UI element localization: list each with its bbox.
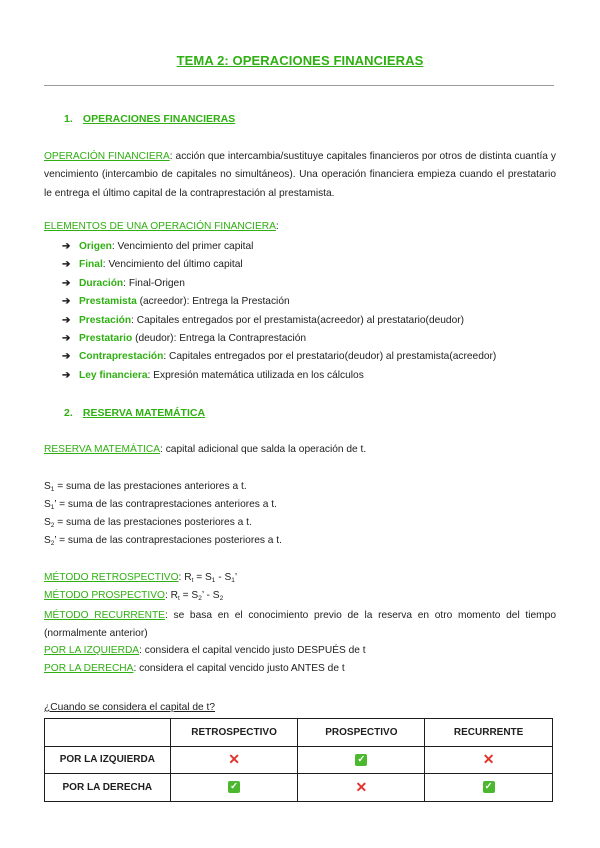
element-term: Prestación xyxy=(79,314,132,326)
recu-text: : se basa en el conocimiento previo de la reserva en otro momento del tiempo (normalmente anterior) xyxy=(44,610,556,640)
list-item xyxy=(62,275,496,293)
element-term: Origen xyxy=(79,241,112,252)
check-mark-icon: ✓ xyxy=(228,781,240,793)
table-header-row xyxy=(45,719,553,747)
section1-title: OPERACIONES FINANCIERAS xyxy=(82,113,236,125)
cross-mark-icon: ✕ xyxy=(228,751,240,768)
s1-line: $S_1$ = suma de las prestaciones anteriores a t. xyxy=(44,481,247,493)
element-desc: : Vencimiento del primer capital xyxy=(111,241,254,252)
elements-heading-text: ELEMENTOS DE UNA OPERACIÓN FINANCIERA xyxy=(44,221,276,232)
arrow-right-icon: ➔ xyxy=(62,314,71,326)
definition-term: OPERACIÓN FINANCIERA xyxy=(44,151,170,162)
arrow-right-icon: ➔ xyxy=(62,296,71,308)
metodo-recurrente xyxy=(44,607,556,644)
list-item xyxy=(62,312,496,330)
element-desc: : Final-Origen xyxy=(123,277,185,289)
element-term: Prestatario xyxy=(79,332,133,344)
element-term: Final xyxy=(79,259,103,271)
der-term: POR LA DERECHA xyxy=(44,663,134,674)
s2p-line: $S_2$’ = suma de las contraprestaciones posteriores a t. xyxy=(44,535,282,547)
arrow-right-icon: ➔ xyxy=(62,351,71,363)
elements-heading xyxy=(44,221,279,232)
metodo-prospectivo: MÉTODO PROSPECTIVO: $R_t = S_2$’ - $S_2$ xyxy=(44,590,224,602)
check-mark-icon: ✓ xyxy=(355,754,367,766)
element-term: Ley financiera xyxy=(79,369,148,381)
table-row xyxy=(45,774,553,802)
reserva-definition xyxy=(44,444,366,455)
metodo-retrospectivo: MÉTODO RETROSPECTIVO: $R_t = S_1 - S_1$’ xyxy=(44,572,238,584)
table-cell xyxy=(425,774,553,802)
list-item xyxy=(62,256,496,274)
table-cell xyxy=(170,746,298,774)
list-item xyxy=(62,293,496,311)
list-item xyxy=(62,238,496,256)
section2-heading xyxy=(64,407,205,419)
section1-definition xyxy=(44,148,556,203)
elements-list xyxy=(62,238,496,385)
list-item xyxy=(62,330,496,348)
element-term: Contraprestación xyxy=(79,351,164,363)
table-cell xyxy=(170,774,298,802)
capital-table xyxy=(44,718,553,802)
s2-text: = suma de las prestaciones posteriores a t. xyxy=(57,517,252,528)
section2-title: RESERVA MATEMÁTICA xyxy=(82,407,206,419)
izq-term: POR LA IZQUIERDA xyxy=(44,645,140,656)
element-desc: : Capitales entregados por el prestamista(acreedor) al prestatario(deudor) xyxy=(131,314,465,326)
element-desc: : Capitales entregados por el prestatario(deudor) al prestamista(acreedor) xyxy=(163,351,497,363)
row-header: POR LA DERECHA xyxy=(45,774,171,802)
izq-text: : considera el capital vencido justo DESPUÉS de t xyxy=(139,645,366,656)
reserva-text: : capital adicional que salda la operación de t. xyxy=(160,444,367,455)
retro-term: MÉTODO RETROSPECTIVO xyxy=(44,572,179,583)
table-cell xyxy=(425,746,553,774)
check-mark-icon: ✓ xyxy=(483,781,495,793)
section1-heading xyxy=(64,113,235,125)
s1p-line: $S_1$’ = suma de las contraprestaciones anteriores a t. xyxy=(44,499,277,511)
element-desc: : Expresión matemática utilizada en los cálculos xyxy=(147,369,364,381)
elements-heading-colon: : xyxy=(275,221,279,232)
element-desc: (deudor): Entrega la Contraprestación xyxy=(132,332,307,344)
der-text: : considera el capital vencido justo ANTES de t xyxy=(133,663,345,674)
arrow-right-icon: ➔ xyxy=(62,259,71,271)
s1p-text: = suma de las contraprestaciones anteriores a t. xyxy=(59,499,277,510)
column-header: RETROSPECTIVO xyxy=(170,719,298,747)
list-item xyxy=(62,348,496,366)
por-la-izquierda xyxy=(44,645,366,656)
cross-mark-icon: ✕ xyxy=(355,778,368,795)
table-question: ¿Cuando se considera el capital de t? xyxy=(44,702,216,713)
element-desc: : Vencimiento del último capital xyxy=(102,259,243,271)
element-term: Duración xyxy=(79,277,124,289)
table-cell xyxy=(298,774,425,802)
row-header: POR LA IZQUIERDA xyxy=(45,746,171,774)
section2-number: 2. xyxy=(64,407,73,419)
pros-term: MÉTODO PROSPECTIVO xyxy=(44,590,165,601)
element-desc: (acreedor): Entrega la Prestación xyxy=(136,296,290,308)
table-row xyxy=(45,746,553,774)
column-header: RECURRENTE xyxy=(425,719,553,747)
table-corner xyxy=(45,719,171,747)
section1-number: 1. xyxy=(64,113,73,125)
list-item xyxy=(62,367,496,385)
cross-mark-icon: ✕ xyxy=(482,751,495,768)
arrow-right-icon: ➔ xyxy=(62,241,71,252)
reserva-term: RESERVA MATEMÁTICA xyxy=(44,444,161,455)
page-title: TEMA 2: OPERACIONES FINANCIERAS xyxy=(176,53,424,68)
arrow-right-icon: ➔ xyxy=(62,369,71,381)
table-cell xyxy=(298,746,425,774)
recu-term: MÉTODO RECURRENTE xyxy=(44,610,165,621)
arrow-right-icon: ➔ xyxy=(62,277,71,289)
por-la-derecha xyxy=(44,663,345,674)
s2p-text: = suma de las contraprestaciones posteriores a t. xyxy=(59,535,282,546)
title-divider xyxy=(44,85,554,86)
column-header: PROSPECTIVO xyxy=(298,719,425,747)
definition-text: : acción que intercambia/sustituye capitales financieros por otros de distinta cuantía y vencimiento (intercambio de capitales no simultáneos). Una operación financiera empieza cuando el prestatario le entrega el último capital de la contraprestación al prestamista. xyxy=(44,151,556,199)
element-term: Prestamista xyxy=(79,296,137,308)
s1-text: = suma de las prestaciones anteriores a t. xyxy=(57,481,247,492)
arrow-right-icon: ➔ xyxy=(62,332,71,344)
s2-line: $S_2$ = suma de las prestaciones posteriores a t. xyxy=(44,517,252,529)
